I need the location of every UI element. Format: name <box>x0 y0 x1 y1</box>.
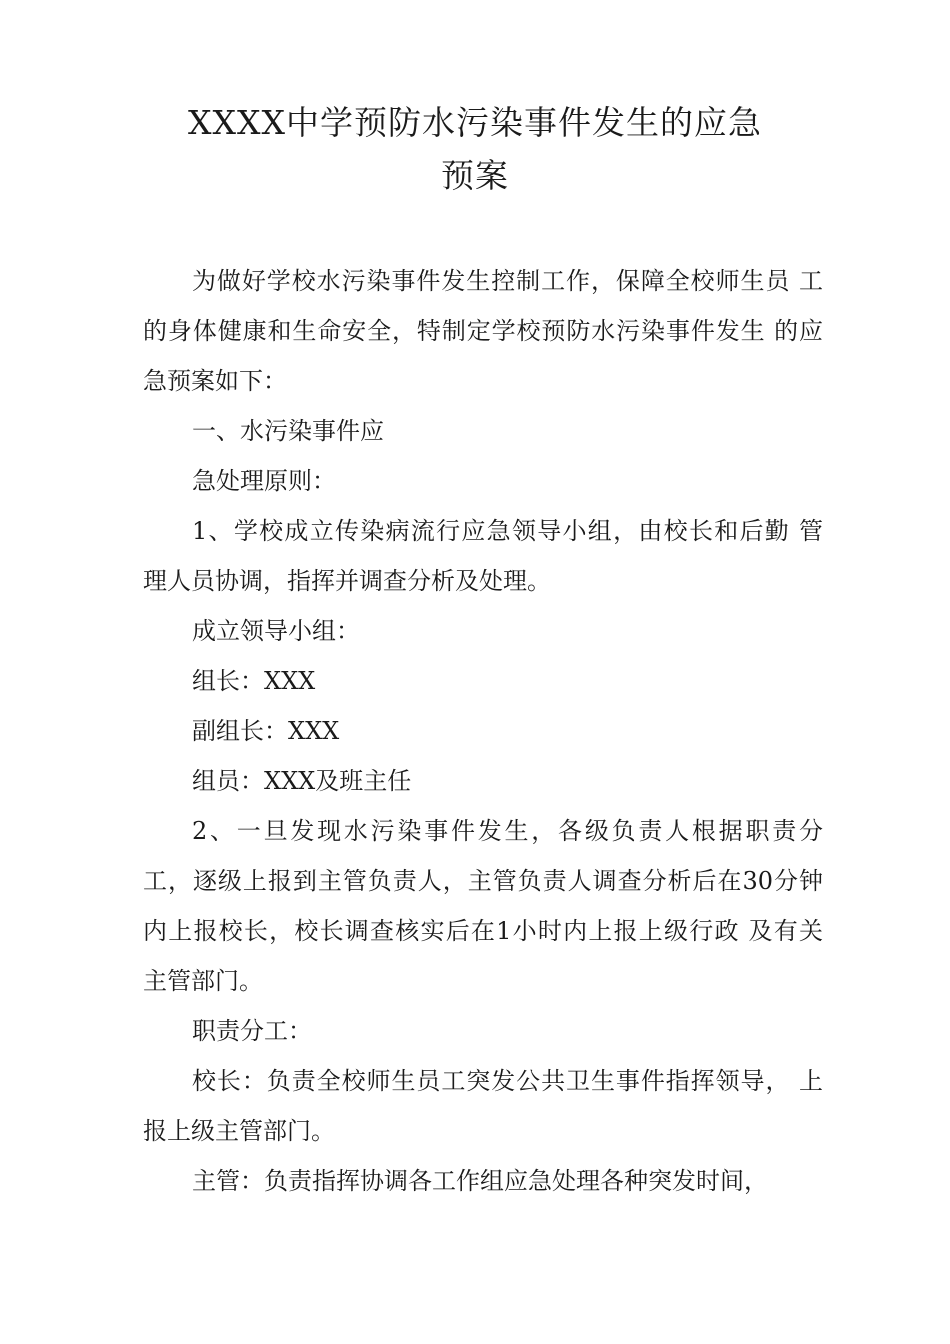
body-line: 报上级主管部门。 <box>143 1117 335 1145</box>
body-line: 急预案如下： <box>143 367 287 395</box>
body-line: 1、学校成立传染病流行应急领导小组，由校长和后勤 管 <box>192 517 823 545</box>
body-line: 副组长：XXX <box>192 717 340 745</box>
document-title-line-1: XXXX中学预防水污染事件发生的应急 <box>188 103 762 142</box>
document-title-line-2: 预案 <box>441 156 509 195</box>
body-line: 工，逐级上报到主管负责人，主管负责人调查分析后在30分钟 <box>143 867 823 895</box>
body-line: 的身体健康和生命安全，特制定学校预防水污染事件发生 的应 <box>143 317 823 345</box>
body-line: 职责分工： <box>192 1017 312 1045</box>
body-line: 主管：负责指挥协调各工作组应急处理各种突发时间， <box>192 1167 768 1195</box>
body-line: 主管部门。 <box>143 967 263 995</box>
body-line: 组长：XXX <box>192 667 316 695</box>
body-line: 成立领导小组： <box>192 617 360 645</box>
body-line: 内上报校长，校长调查核实后在1小时内上报上级行政 及有关 <box>143 917 823 945</box>
body-line: 2、一旦发现水污染事件发生，各级负责人根据职责分 <box>192 817 823 845</box>
body-line: 理人员协调，指挥并调查分析及处理。 <box>143 567 551 595</box>
body-line: 校长：负责全校师生员工突发公共卫生事件指挥领导， 上 <box>192 1067 823 1095</box>
section-heading: 一、水污染事件应 <box>192 417 384 445</box>
body-line: 组员：XXX及班主任 <box>192 767 412 795</box>
body-line: 为做好学校水污染事件发生控制工作，保障全校师生员 工 <box>192 267 823 295</box>
section-heading: 急处理原则： <box>192 467 336 495</box>
